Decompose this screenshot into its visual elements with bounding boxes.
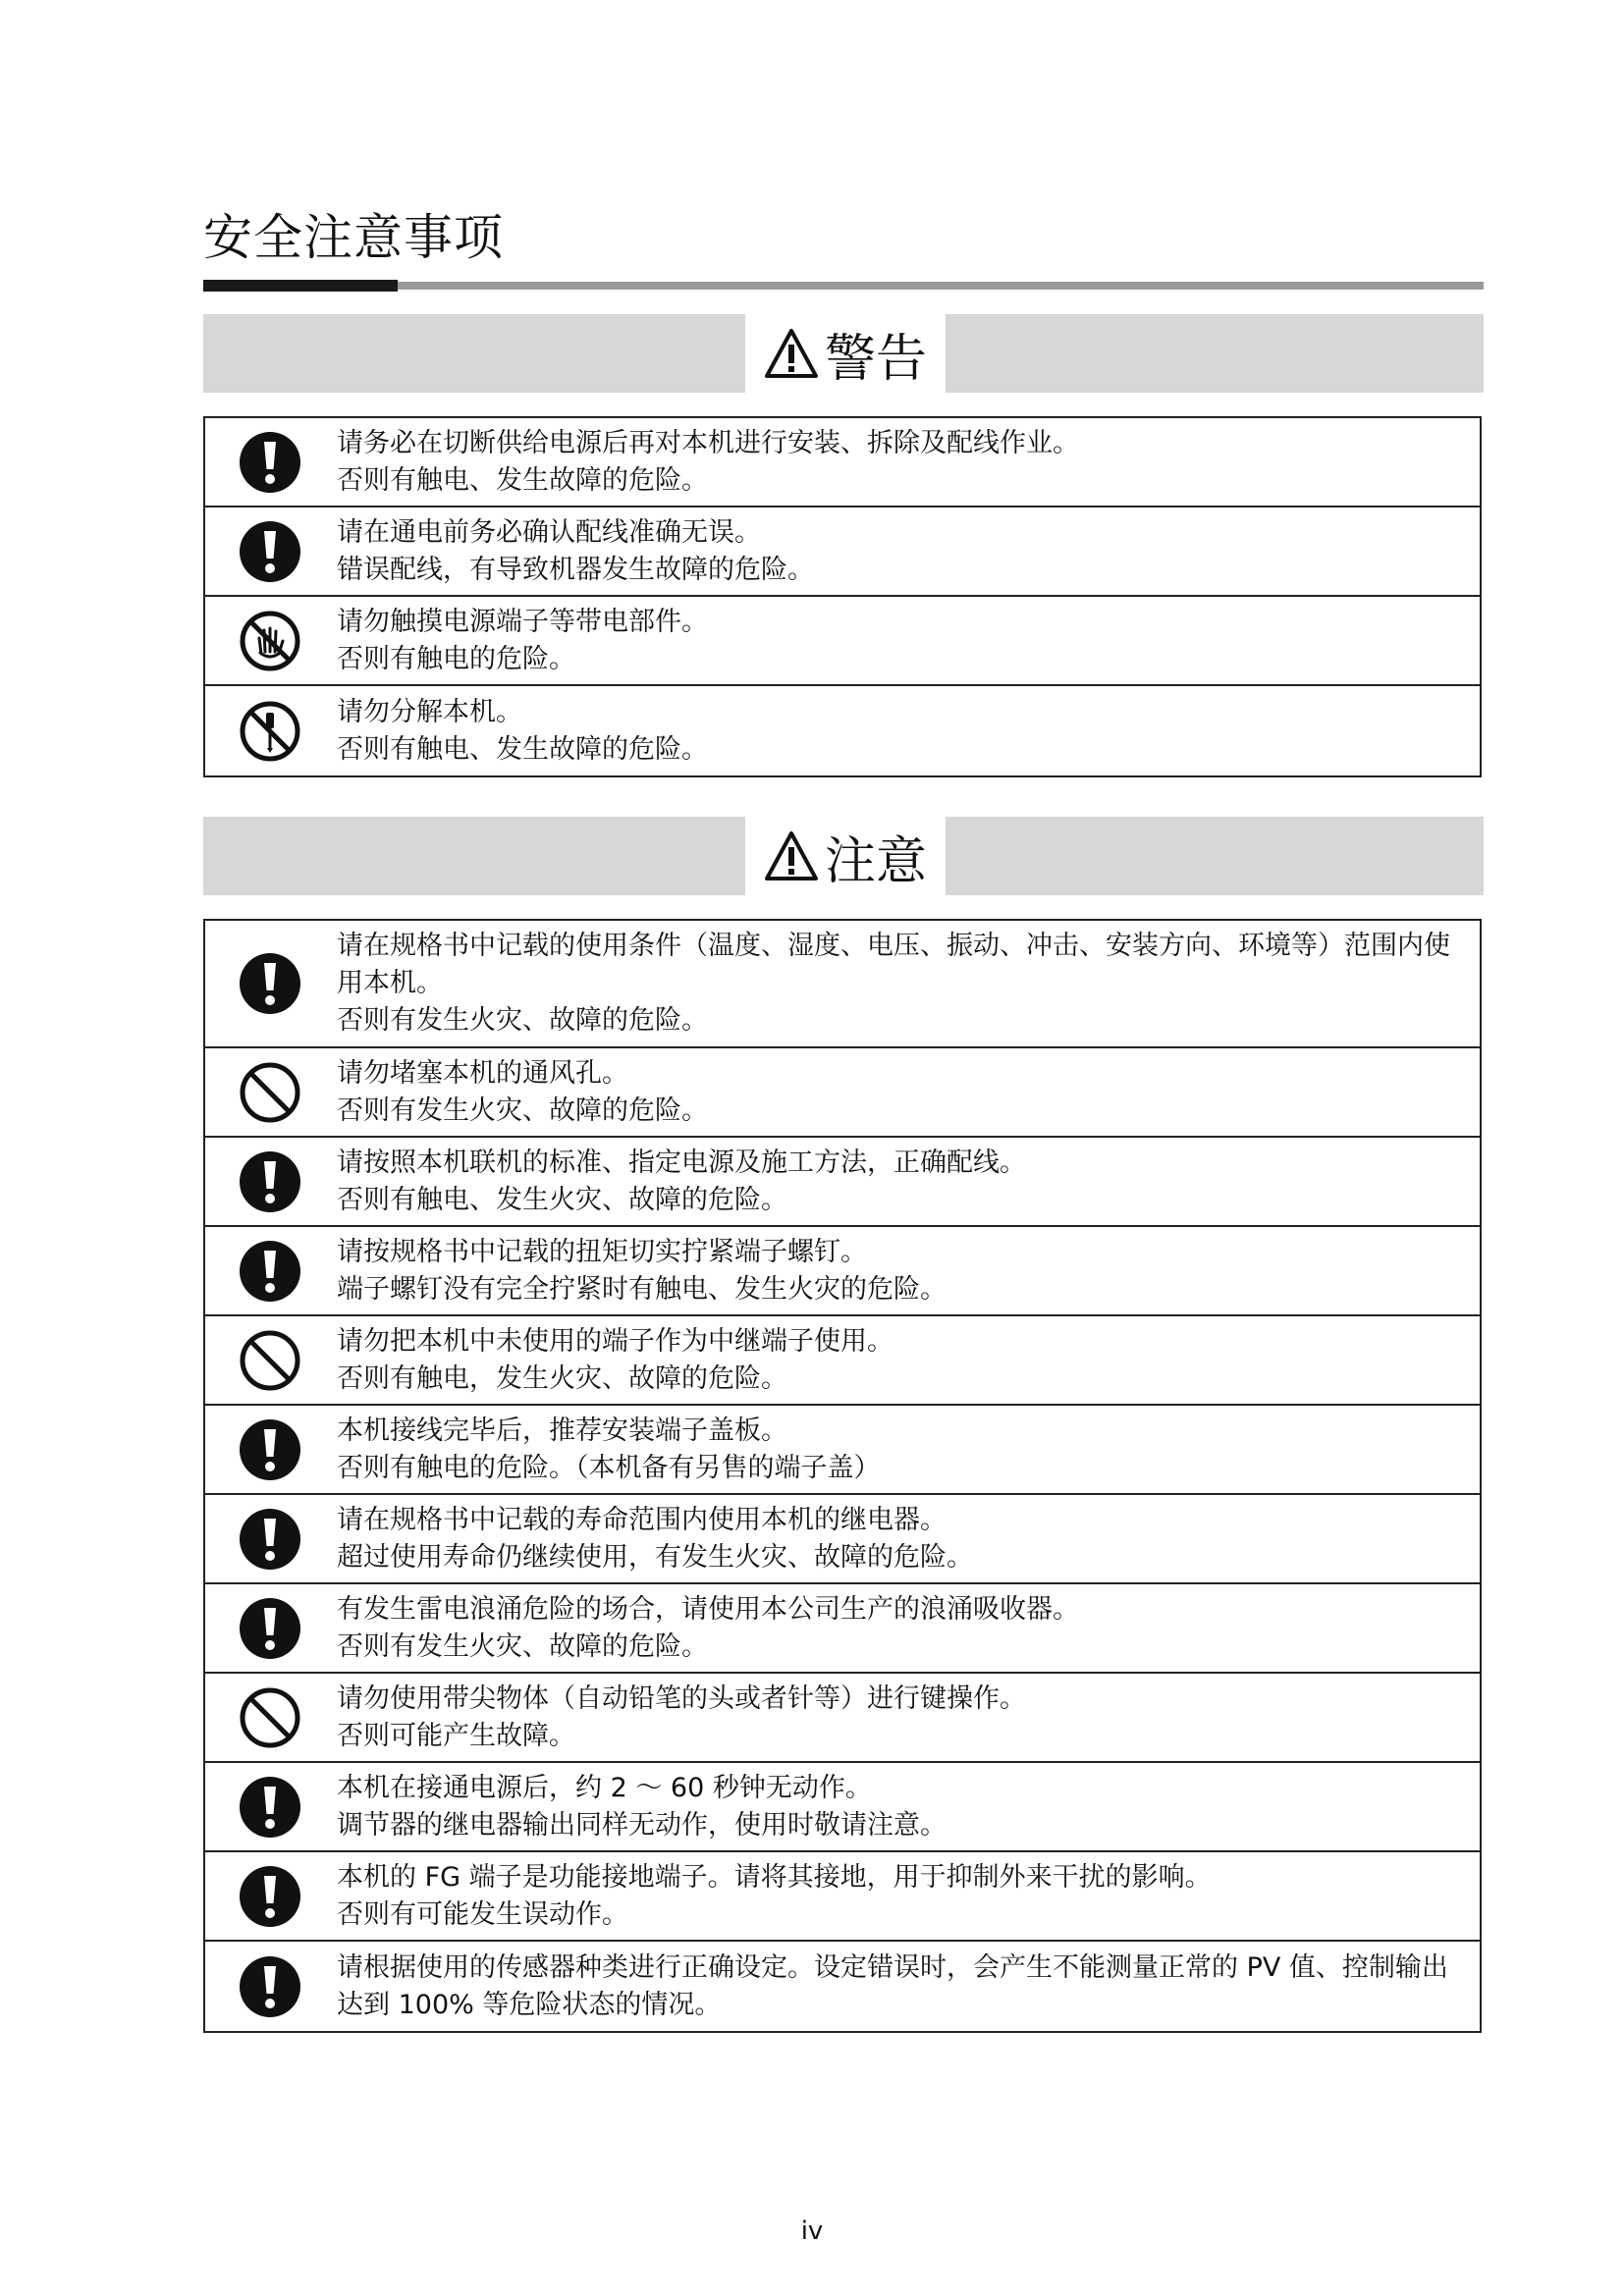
row-line: 端子螺钉没有完全拧紧时有触电、发生火灾的危险。 bbox=[337, 1273, 947, 1305]
table-row bbox=[205, 686, 1480, 775]
row-line: 请根据使用的传感器种类进行正确设定。设定错误时，会产生不能测量正常的 PV 值、控制输出达到 100% 等危险状态的情况。 bbox=[337, 1951, 1448, 2020]
row-text bbox=[335, 1763, 1480, 1850]
mandatory-icon bbox=[205, 1406, 335, 1493]
row-line: 错误配线，有导致机器发生故障的危险。 bbox=[337, 554, 814, 585]
warning-table bbox=[203, 416, 1482, 777]
row-line: 请在规格书中记载的寿命范围内使用本机的继电器。 bbox=[337, 1504, 947, 1535]
row-text bbox=[335, 1852, 1480, 1940]
row-line: 请勿使用带尖物体（自动铅笔的头或者针等）进行键操作。 bbox=[337, 1682, 1026, 1714]
table-row bbox=[205, 1674, 1480, 1763]
row-text bbox=[335, 1138, 1480, 1225]
table-row bbox=[205, 1316, 1480, 1406]
row-line: 否则可能产生故障。 bbox=[337, 1720, 575, 1751]
row-line: 请勿分解本机。 bbox=[337, 696, 522, 727]
mandatory-icon bbox=[205, 1584, 335, 1672]
warning-heading: 警告 bbox=[824, 329, 927, 389]
row-text bbox=[335, 1316, 1480, 1404]
mandatory-icon bbox=[205, 1942, 335, 2031]
table-row bbox=[205, 507, 1480, 597]
row-text bbox=[335, 507, 1480, 595]
no-disassembly-icon bbox=[205, 686, 335, 775]
row-text bbox=[335, 1495, 1480, 1582]
row-text bbox=[335, 1406, 1480, 1493]
table-row bbox=[205, 921, 1480, 1048]
caution-table bbox=[203, 919, 1482, 2033]
page-title: 安全注意事项 bbox=[203, 209, 504, 266]
row-line: 请勿堵塞本机的通风孔。 bbox=[337, 1057, 628, 1089]
row-line: 本机接线完毕后，推荐安装端子盖板。 bbox=[337, 1415, 787, 1446]
table-row bbox=[205, 1406, 1480, 1495]
row-line: 否则有发生火灾、故障的危险。 bbox=[337, 1630, 708, 1662]
row-text bbox=[335, 1048, 1480, 1136]
row-line: 请按照本机联机的标准、指定电源及施工方法，正确配线。 bbox=[337, 1147, 1026, 1178]
table-row bbox=[205, 1048, 1480, 1138]
row-line: 请勿触摸电源端子等带电部件。 bbox=[337, 606, 708, 637]
row-text bbox=[335, 921, 1480, 1046]
row-line: 请在通电前务必确认配线准确无误。 bbox=[337, 516, 761, 548]
prohibited-icon bbox=[205, 1316, 335, 1404]
prohibited-icon bbox=[205, 1048, 335, 1136]
table-row bbox=[205, 1852, 1480, 1942]
row-line: 否则有触电、发生故障的危险。 bbox=[337, 464, 708, 496]
row-text bbox=[335, 686, 1480, 775]
row-text bbox=[335, 1584, 1480, 1672]
table-row bbox=[205, 1495, 1480, 1584]
row-text bbox=[335, 1227, 1480, 1314]
row-line: 调节器的继电器输出同样无动作，使用时敬请注意。 bbox=[337, 1809, 947, 1841]
page-number: iv bbox=[800, 2216, 824, 2246]
table-row bbox=[205, 418, 1480, 507]
row-line: 有发生雷电浪涌危险的场合，请使用本公司生产的浪涌吸收器。 bbox=[337, 1593, 1079, 1625]
row-line: 否则有可能发生误动作。 bbox=[337, 1898, 628, 1930]
table-row bbox=[205, 1227, 1480, 1316]
row-line: 否则有触电、发生火灾、故障的危险。 bbox=[337, 1184, 787, 1215]
row-line: 请务必在切断供给电源后再对本机进行安装、拆除及配线作业。 bbox=[337, 427, 1079, 458]
mandatory-icon bbox=[205, 1852, 335, 1940]
row-line: 本机在接通电源后，约 2 ～ 60 秒钟无动作。 bbox=[337, 1772, 872, 1803]
no-touch-icon bbox=[205, 597, 335, 684]
mandatory-icon bbox=[205, 921, 335, 1046]
table-row bbox=[205, 1942, 1480, 2031]
mandatory-icon bbox=[205, 418, 335, 506]
mandatory-icon bbox=[205, 1138, 335, 1225]
row-line: 否则有发生火灾、故障的危险。 bbox=[337, 1095, 708, 1126]
mandatory-icon bbox=[205, 1495, 335, 1582]
table-row bbox=[205, 1763, 1480, 1852]
row-text bbox=[335, 1942, 1480, 2031]
prohibited-icon bbox=[205, 1674, 335, 1761]
mandatory-icon bbox=[205, 1227, 335, 1314]
warning-banner bbox=[203, 314, 1484, 393]
row-line: 请按规格书中记载的扭矩切实拧紧端子螺钉。 bbox=[337, 1236, 867, 1267]
row-line: 否则有触电的危险。（本机备有另售的端子盖） bbox=[337, 1452, 881, 1483]
row-line: 超过使用寿命仍继续使用，有发生火灾、故障的危险。 bbox=[337, 1541, 973, 1573]
row-text bbox=[335, 418, 1480, 506]
caution-heading: 注意 bbox=[824, 831, 927, 891]
warning-triangle-icon bbox=[764, 328, 819, 379]
row-line: 本机的 FG 端子是功能接地端子。请将其接地，用于抑制外来干扰的影响。 bbox=[337, 1861, 1212, 1893]
row-line: 否则有触电，发生火灾、故障的危险。 bbox=[337, 1362, 787, 1394]
mandatory-icon bbox=[205, 507, 335, 595]
table-row bbox=[205, 1584, 1480, 1674]
row-text bbox=[335, 1674, 1480, 1761]
row-line: 请在规格书中记载的使用条件（温度、湿度、电压、振动、冲击、安装方向、环境等）范围内使用本机。 bbox=[337, 931, 1450, 998]
caution-banner bbox=[203, 817, 1484, 895]
table-row bbox=[205, 597, 1480, 686]
row-line: 否则有触电、发生故障的危险。 bbox=[337, 733, 708, 765]
caution-triangle-icon bbox=[764, 830, 819, 881]
table-row bbox=[205, 1138, 1480, 1227]
row-line: 否则有触电的危险。 bbox=[337, 643, 575, 674]
title-underline bbox=[203, 280, 1484, 292]
mandatory-icon bbox=[205, 1763, 335, 1850]
row-text bbox=[335, 597, 1480, 684]
row-line: 请勿把本机中未使用的端子作为中继端子使用。 bbox=[337, 1325, 893, 1357]
row-line: 否则有发生火灾、故障的危险。 bbox=[337, 1005, 708, 1036]
